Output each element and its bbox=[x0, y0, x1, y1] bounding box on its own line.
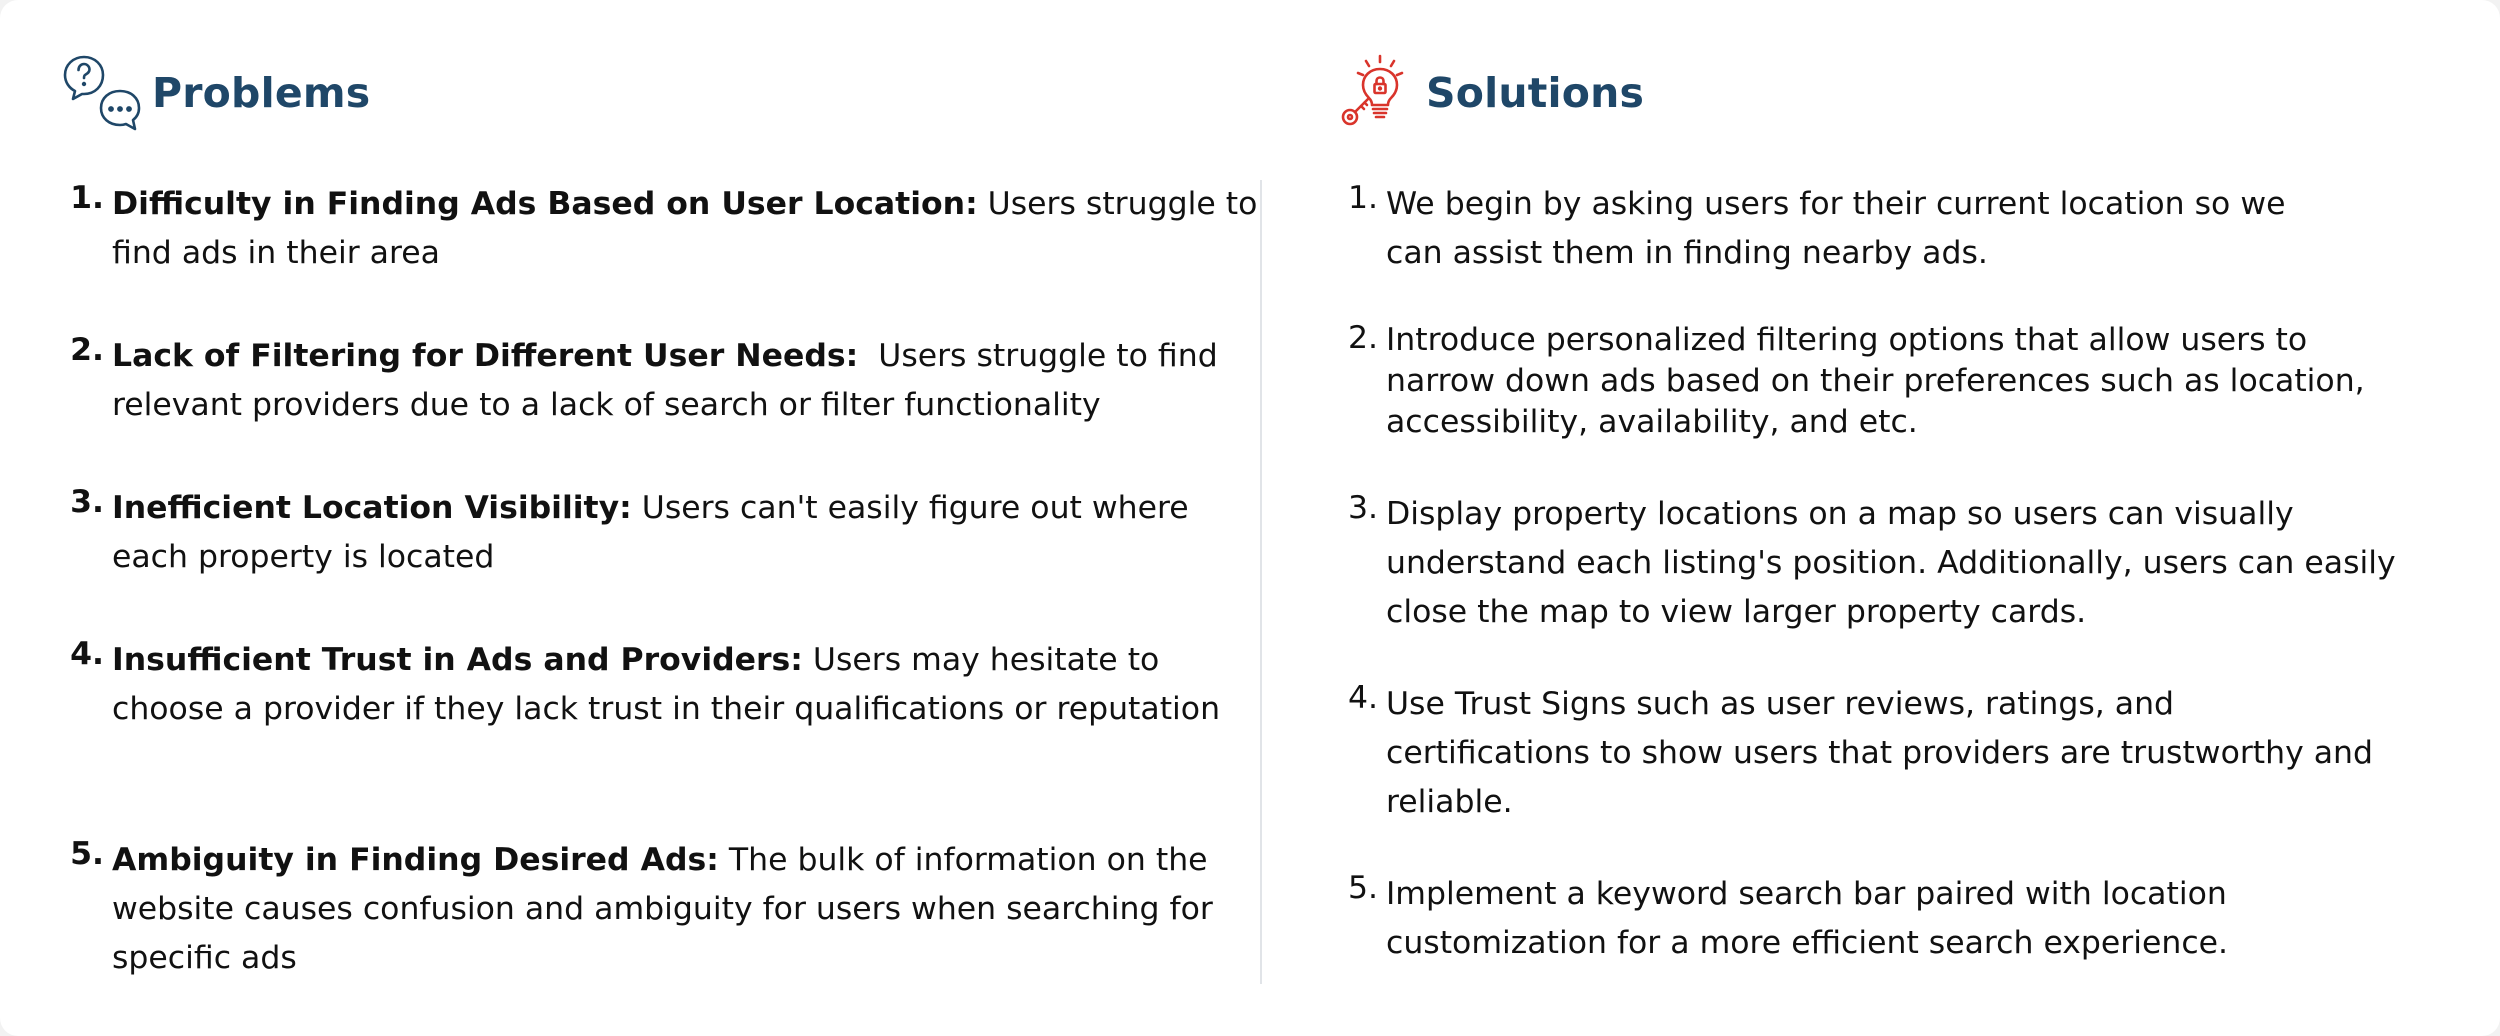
problem-description: Users may hesitate to choose a provider if they lack trust in their qualifications or reputation bbox=[112, 642, 1221, 727]
solution-number: 2. bbox=[1347, 320, 1378, 356]
problem-text bbox=[112, 180, 1262, 278]
problem-description: Users can't easily figure out where each property is located bbox=[112, 490, 1189, 575]
problem-text bbox=[112, 636, 1262, 734]
problems-heading bbox=[62, 50, 370, 136]
solution-text: Introduce personalized filtering options that allow users to narrow down ads based on their preferences such as location, accessibility, availability, and etc. bbox=[1386, 322, 2365, 440]
problem-text bbox=[112, 484, 1262, 582]
solution-number: 4. bbox=[1347, 680, 1378, 716]
solution-text: Use Trust Signs such as user reviews, ratings, and certifications to show users that providers are trustworthy and reliable. bbox=[1386, 686, 2374, 820]
problem-heading: Difficulty in Finding Ads Based on User Location: bbox=[112, 186, 978, 222]
solution-text: Display property locations on a map so users can visually understand each listing's position. Additionally, users can easily close the map to view larger property cards. bbox=[1386, 496, 2396, 630]
problem-description: The bulk of information on the website causes confusion and ambiguity for users when searching for specific ads bbox=[112, 842, 1213, 976]
solutions-heading bbox=[1336, 50, 1644, 136]
solution-text: We begin by asking users for their current location so we can assist them in finding nearby ads. bbox=[1386, 186, 2286, 271]
solutions-title: Solutions bbox=[1426, 69, 1645, 117]
problem-heading: Ambiguity in Finding Desired Ads: bbox=[112, 842, 719, 878]
problems-title: Problems bbox=[152, 69, 371, 117]
solution-number: 1. bbox=[1347, 180, 1378, 216]
solution-number: 3. bbox=[1347, 490, 1378, 526]
column-divider bbox=[1260, 180, 1262, 984]
problem-description: Users struggle to find relevant providers due to a lack of search or filter functionality bbox=[112, 338, 1228, 423]
question-chat-icon bbox=[62, 53, 142, 133]
problem-heading: Lack of Filtering for Different User Needs: bbox=[112, 338, 859, 374]
lightbulb-key-icon bbox=[1336, 53, 1416, 133]
problem-number: 5. bbox=[70, 836, 104, 872]
problem-number: 3. bbox=[70, 484, 104, 520]
problem-number: 4. bbox=[70, 636, 104, 672]
problem-text bbox=[112, 836, 1262, 983]
solution-text: Implement a keyword search bar paired with location customization for a more efficient search experience. bbox=[1386, 876, 2229, 961]
problem-text bbox=[112, 332, 1262, 430]
problem-number: 1. bbox=[70, 180, 104, 216]
problem-heading: Insufficient Trust in Ads and Providers: bbox=[112, 642, 803, 678]
problem-description: Users struggle to find ads in their area bbox=[112, 186, 1258, 271]
solution-number: 5. bbox=[1347, 870, 1378, 906]
problem-heading: Inefficient Location Visibility: bbox=[112, 490, 632, 526]
problem-number: 2. bbox=[70, 332, 104, 368]
